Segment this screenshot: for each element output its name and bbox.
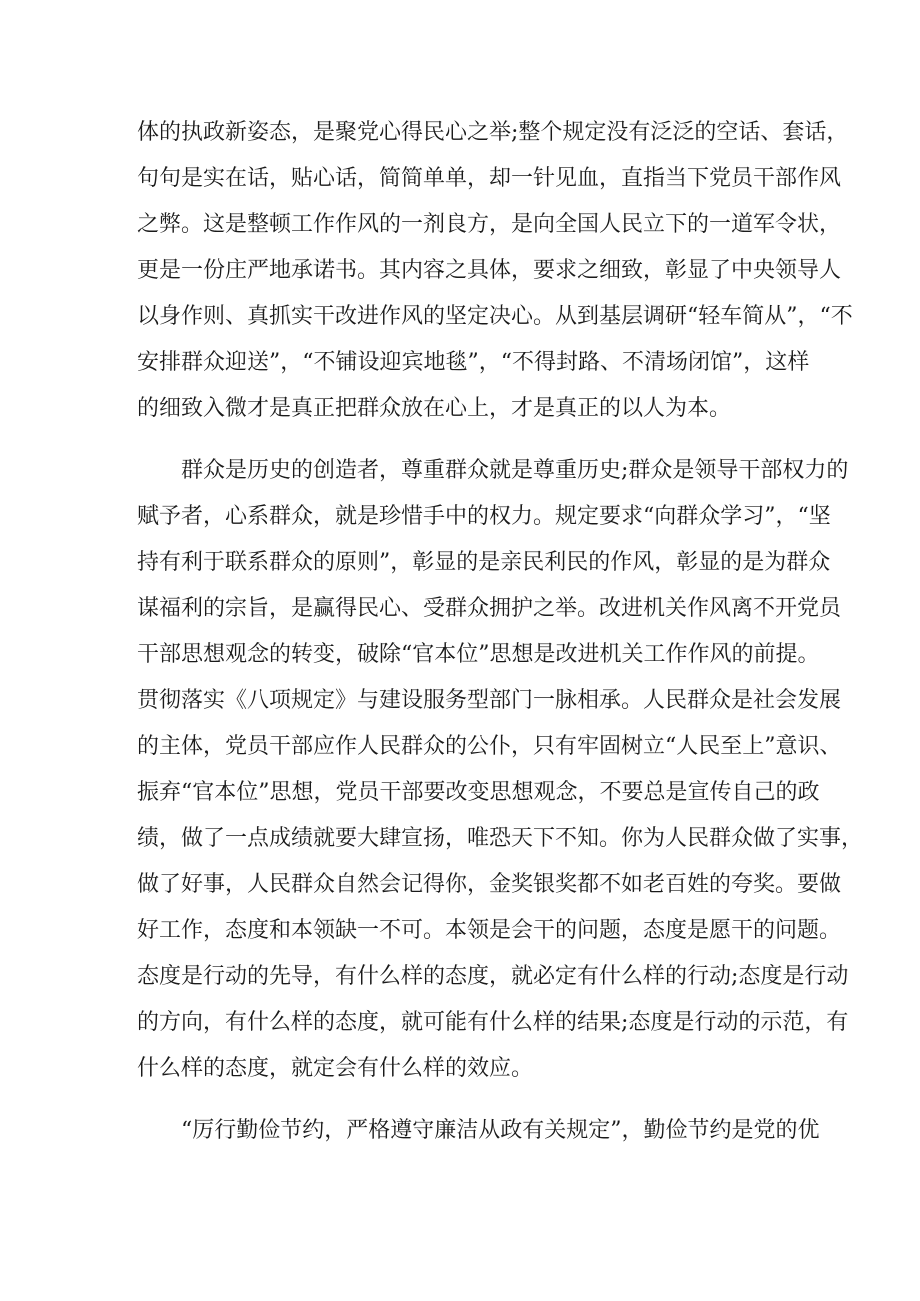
paragraph-2-line-13: 的方向，有什么样的态度，就可能有什么样的结果;态度是行动的示范，有 — [137, 1010, 849, 1035]
paragraph-1-line-2: 句句是实在话，贴心话，简简单单，却一针见血，直指当下党员干部作风 — [137, 166, 842, 191]
paragraph-2-line-10: 做了好事，人民群众自然会记得你，金奖银奖都不如老百姓的夸奖。要做 — [137, 872, 842, 897]
paragraph-2-line-3: 持有利于联系群众的原则”，彰显的是亲民利民的作风，彰显的是为群众 — [137, 550, 831, 575]
paragraph-2-line-7: 的主体，党员干部应作人民群众的公仆，只有牢固树立“人民至上”意识、 — [137, 734, 842, 759]
paragraph-1-line-5: 以身作则、真抓实干改进作风的坚定决心。从到基层调研“轻车简从”，“不 — [137, 304, 853, 329]
paragraph-1-line-6: 安排群众迎送”，“不铺设迎宾地毯”，“不得封路、不清场闭馆”，这样 — [137, 350, 810, 375]
paragraph-2-line-11: 好工作，态度和本领缺一不可。本领是会干的问题，态度是愿干的问题。 — [137, 918, 842, 943]
paragraph-2-line-1: 群众是历史的创造者，尊重群众就是尊重历史;群众是领导干部权力的 — [181, 458, 849, 483]
paragraph-2-line-2: 赋予者，心系群众，就是珍惜手中的权力。规定要求“向群众学习”，“坚 — [137, 504, 831, 529]
paragraph-2-line-8: 振弃“官本位”思想，党员干部要改变思想观念，不要总是宣传自己的政 — [137, 780, 820, 805]
paragraph-1-line-1: 体的执政新姿态，是聚党心得民心之举;整个规定没有泛泛的空话、套话， — [137, 120, 849, 145]
paragraph-2-line-14: 什么样的态度，就定会有什么样的效应。 — [137, 1056, 534, 1081]
paragraph-2-line-6: 贯彻落实《八项规定》与建设服务型部门一脉相承。人民群众是社会发展 — [137, 688, 842, 713]
paragraph-1-line-4: 更是一份庄严地承诺书。其内容之具体，要求之细致，彰显了中央领导人 — [137, 258, 842, 283]
paragraph-1-line-3: 之弊。这是整顿工作作风的一剂良方，是向全国人民立下的一道军令状， — [137, 212, 842, 237]
paragraph-gap — [137, 1092, 797, 1108]
paragraph-2-line-4: 谋福利的宗旨，是赢得民心、受群众拥护之举。改进机关作风离不开党员 — [137, 596, 842, 621]
paragraph-2-line-5: 干部思想观念的转变，破除“官本位”思想是改进机关工作作风的前提。 — [137, 642, 820, 667]
paragraph-2-line-12: 态度是行动的先导，有什么样的态度，就必定有什么样的行动;态度是行动 — [137, 964, 849, 989]
paragraph-3-line-1: “厉行勤俭节约，严格遵守廉洁从政有关规定”，勤俭节约是党的优 — [181, 1118, 820, 1143]
paragraph-1-line-7: 的细致入微才是真正把群众放在心上，才是真正的以人为本。 — [137, 396, 732, 421]
paragraph-gap — [137, 432, 797, 448]
paragraph-2-line-9: 绩，做了一点成绩就要大肆宣扬，唯恐天下不知。你为人民群众做了实事， — [137, 826, 864, 851]
document-body — [137, 110, 864, 1154]
